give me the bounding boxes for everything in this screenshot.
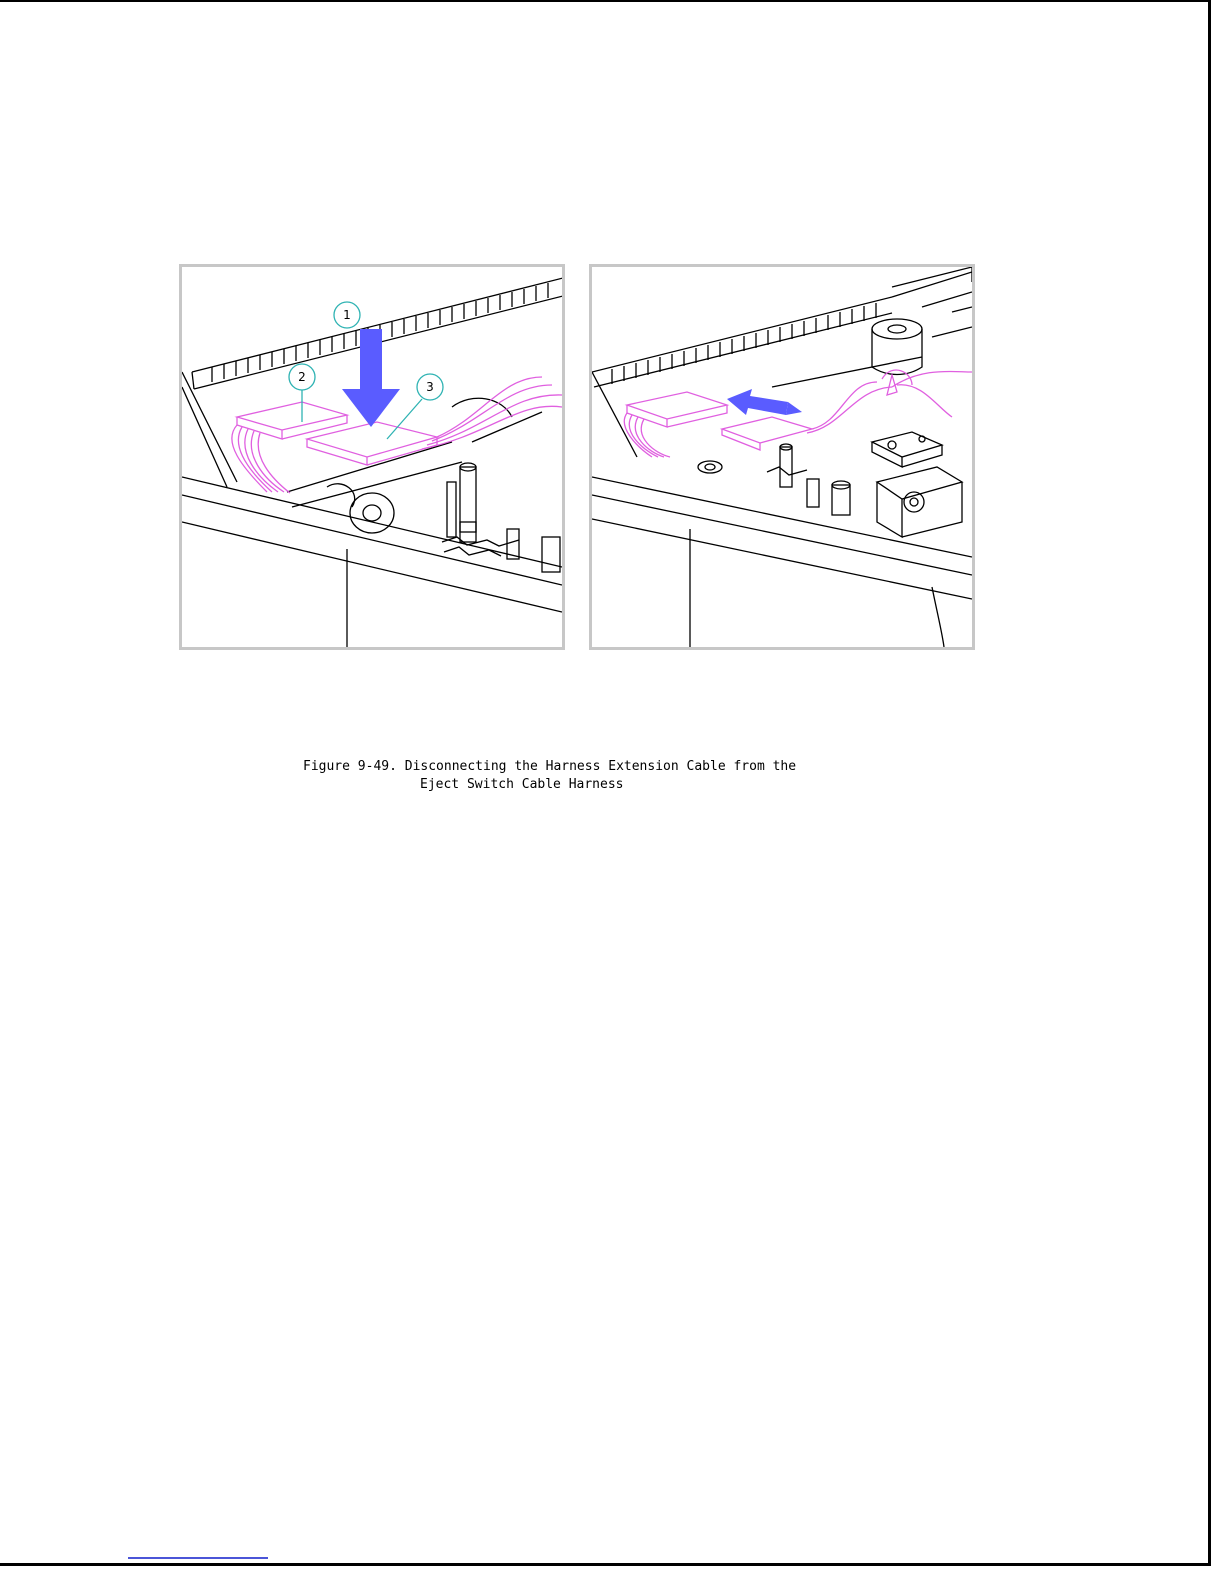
pull-apart-arrow	[727, 389, 802, 415]
figure-caption	[303, 758, 943, 794]
callout-1: 1	[343, 308, 351, 322]
push-down-arrow	[342, 329, 400, 427]
caption-line-2: Eject Switch Cable Harness	[420, 777, 624, 792]
cable-harness-separated	[624, 370, 972, 457]
callout-3: 3	[426, 380, 434, 394]
bezel-slots	[612, 303, 876, 384]
footer-link-underline[interactable]	[128, 1557, 268, 1559]
cable-harness	[232, 377, 562, 493]
caption-line-1: Figure 9-49. Disconnecting the Harness Extension Cable from the	[303, 759, 797, 774]
illustration-press-latch	[179, 264, 565, 650]
illustration-separate-connectors	[589, 264, 975, 650]
separate-connectors-drawing	[592, 267, 972, 647]
callout-2: 2	[298, 370, 306, 384]
top-border-rule	[0, 0, 1210, 2]
press-latch-drawing	[182, 267, 562, 647]
bottom-border-rule	[0, 1563, 1210, 1566]
right-border-rule	[1208, 0, 1211, 1566]
